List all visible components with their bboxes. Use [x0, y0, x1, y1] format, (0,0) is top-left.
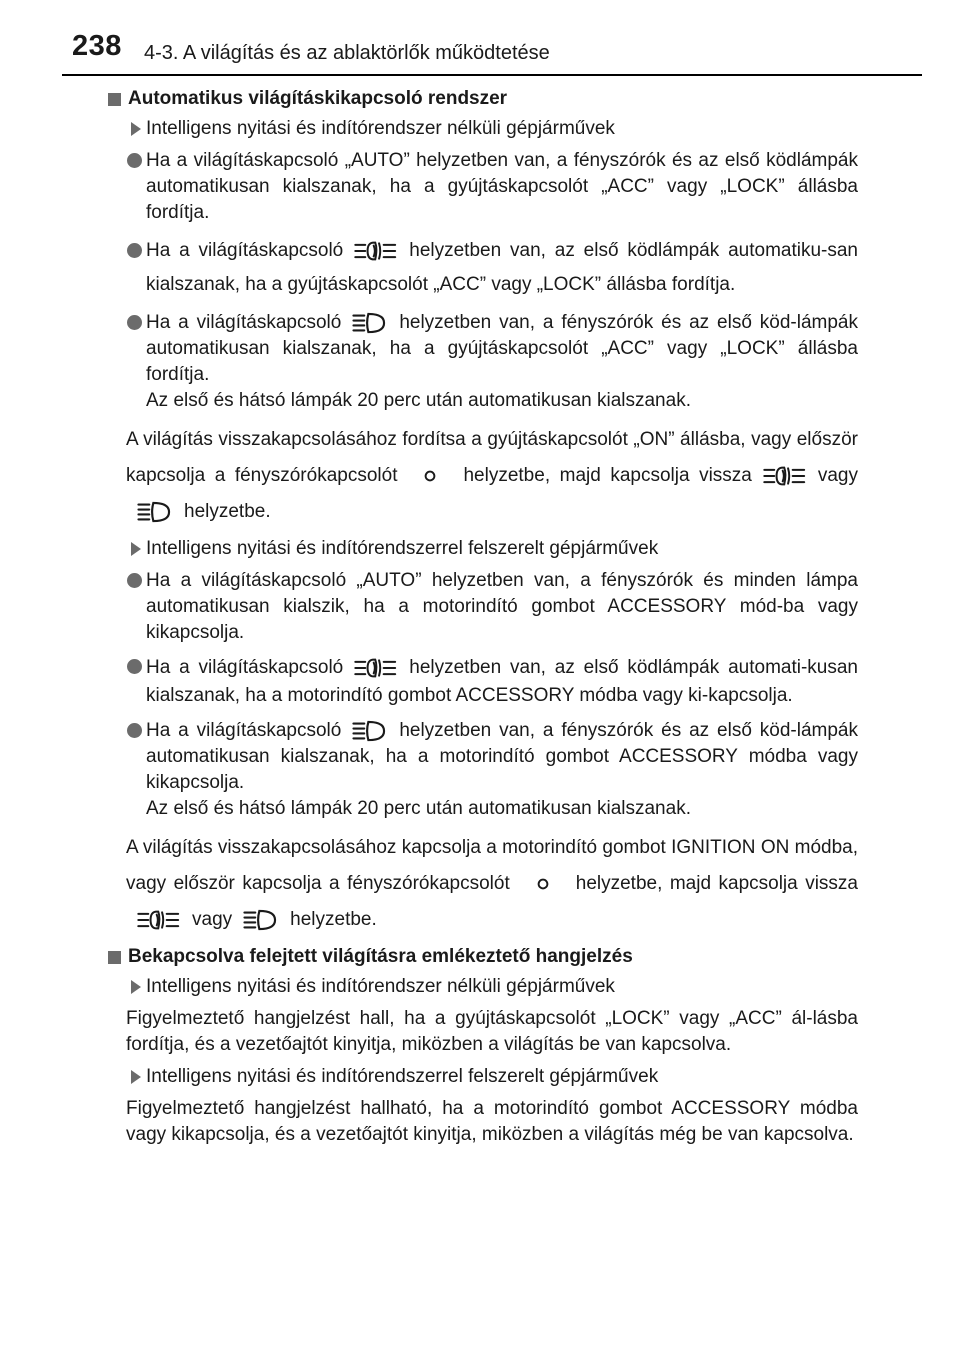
- paragraph: A világítás visszakapcsolásához kapcsolja a motorindító gombot IGNITION ON módba, vagy először kapcsolja a fényszórókapcsolót helyzetbe, majd kapcsolja vissza vagy helyzetbe.: [108, 830, 858, 938]
- page-header: [0, 0, 960, 80]
- page-number: 238: [72, 30, 122, 62]
- list-item: Ha a világításkapcsoló helyzetben van, az első ködlámpák automatiku-san kialszanak, ha a gyújtáskapcsolót „ACC” vagy „LOCK” állásba fordítja.: [108, 234, 858, 302]
- list-item: Ha a világításkapcsoló helyzetben van, az első ködlámpák automati-kusan kialszanak, ha a motorindító gombot ACCESSORY módba vagy ki-kapcsolja.: [108, 654, 858, 710]
- headlight-icon: [351, 718, 389, 744]
- triangle-bullet-icon: [131, 980, 141, 994]
- note-text: Az első és hátsó lámpák 20 perc után automatikusan kialszanak.: [146, 390, 691, 412]
- triangle-bullet-icon: [131, 1070, 141, 1084]
- headlight-icon: [136, 499, 174, 525]
- page-content: [108, 86, 858, 1154]
- triangle-bullet-icon: [131, 542, 141, 556]
- square-bullet-icon: [108, 93, 121, 106]
- section-title: 4-3. A világítás és az ablaktörlők működtetése: [144, 42, 550, 64]
- subsection-label: Intelligens nyitási és indítórendszerrel felszerelt gépjárművek: [108, 1064, 858, 1090]
- paragraph: A világítás visszakapcsolásához fordítsa a gyújtáskapcsolót „ON” állásba, vagy először kapcsolja a fényszórókapcsolót helyzetbe, majd kapcsolja vissza vagy helyzetbe.: [108, 422, 858, 530]
- front-fog-light-icon: [762, 463, 808, 489]
- front-fog-light-icon: [136, 907, 182, 933]
- headlight-icon: [242, 907, 280, 933]
- circle-bullet-icon: [127, 315, 142, 330]
- circle-bullet-icon: [127, 659, 142, 674]
- lights-off-icon: [419, 465, 441, 487]
- circle-bullet-icon: [127, 573, 142, 588]
- lights-off-icon: [532, 873, 554, 895]
- circle-bullet-icon: [127, 153, 142, 168]
- list-item: Ha a világításkapcsoló helyzetben van, a fényszórók és az első köd-lámpák automatikusan kialszanak, ha a motorindító gombot ACCESSORY módba vagy kikapcsolja. Az első és hátsó lámpák 20 perc után automatikusan kialszanak.: [108, 718, 858, 822]
- front-fog-light-icon: [353, 655, 399, 681]
- list-item: Ha a világításkapcsoló „AUTO” helyzetben van, a fényszórók és minden lámpa automatikusan kialszik, ha a motorindító gombot ACCESSORY mód-ba vagy kikapcsolja.: [108, 568, 858, 646]
- section-heading: Automatikus világításkikapcsoló rendszer: [108, 86, 858, 112]
- paragraph: Figyelmeztető hangjelzést hall, ha a gyújtáskapcsolót „LOCK” vagy „ACC” ál-lásba fordítja, és a vezetőajtót kinyitja, miközben a világítás be van kapcsolva.: [126, 1008, 858, 1056]
- subsection-label: Intelligens nyitási és indítórendszerrel felszerelt gépjárművek: [108, 536, 858, 562]
- note-text: Az első és hátsó lámpák 20 perc után automatikusan kialszanak.: [146, 798, 691, 820]
- square-bullet-icon: [108, 951, 121, 964]
- subsection-label: Intelligens nyitási és indítórendszer nélküli gépjárművek: [108, 116, 858, 142]
- triangle-bullet-icon: [131, 122, 141, 136]
- circle-bullet-icon: [127, 243, 142, 258]
- subsection-label: Intelligens nyitási és indítórendszer nélküli gépjárművek: [108, 974, 858, 1000]
- list-item: Ha a világításkapcsoló „AUTO” helyzetben van, a fényszórók és az első ködlámpák automatikusan kialszanak, ha a gyújtáskapcsolót „ACC” vagy „LOCK” állásba fordítja.: [108, 148, 858, 226]
- headlight-icon: [351, 310, 389, 336]
- circle-bullet-icon: [127, 723, 142, 738]
- section-heading: Bekapcsolva felejtett világításra emlékeztető hangjelzés: [108, 944, 858, 970]
- header-divider: [62, 74, 922, 76]
- paragraph: Figyelmeztető hangjelzést hallható, ha a motorindító gombot ACCESSORY módba vagy kikapcsolja, és a vezetőajtót kinyitja, miközben a világítás még be van kapcsolva.: [126, 1098, 858, 1146]
- front-fog-light-icon: [353, 238, 399, 264]
- list-item: Ha a világításkapcsoló helyzetben van, a fényszórók és az első köd-lámpák automatikusan kialszanak, ha a gyújtáskapcsolót „ACC” vagy „LOCK” állásba fordítja. Az első és hátsó lámpák 20 perc után automatikusan kialszanak.: [108, 310, 858, 414]
